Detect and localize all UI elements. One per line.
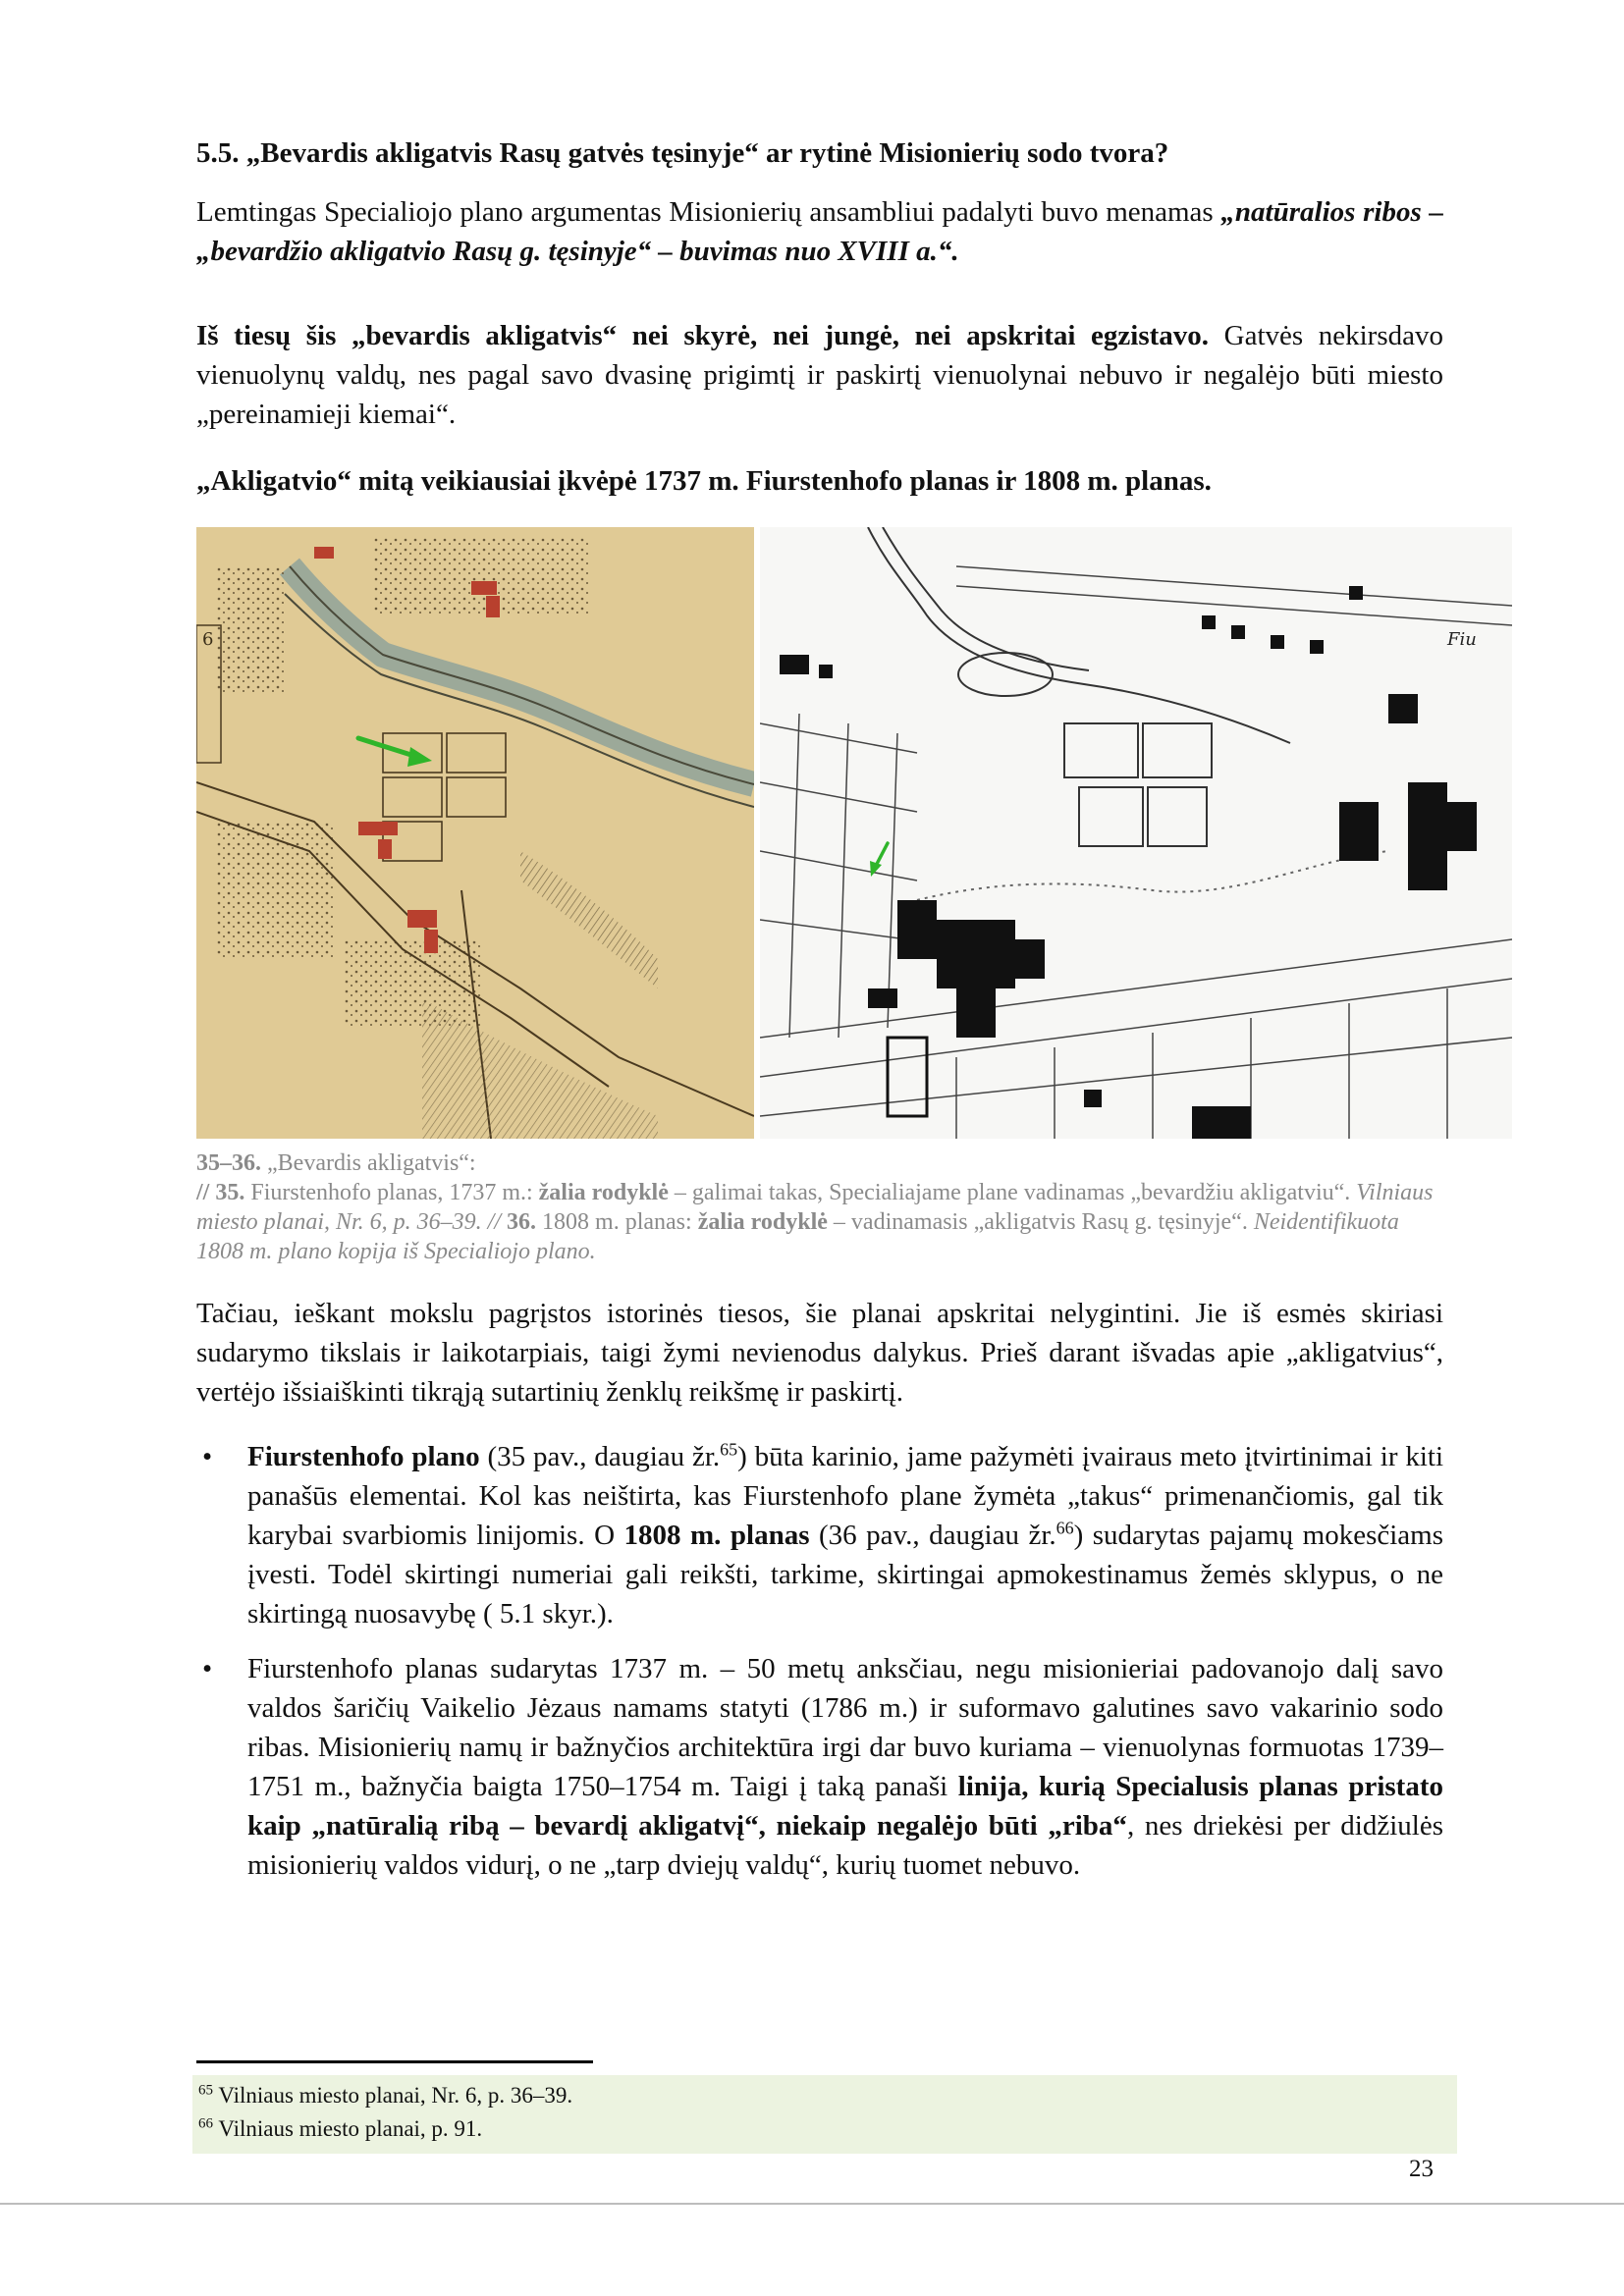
bullet-1-bold-1: Fiurstenhofo plano [247,1441,480,1472]
caption-36-text: 1808 m. planas: [536,1209,698,1235]
caption-figure-number: 35–36. [196,1150,261,1176]
caption-35-desc: – galimai takas, Specialiajame plane vadinamas „bevardžiu akligatviu“. [668,1180,1357,1205]
footnote-number: 66 [198,2115,213,2132]
paragraph-2-bold: Iš tiesų šis „bevardis akligatvis“ nei skyrė, nei jungė, nei apskritai egzistavo. [196,320,1210,351]
figure-caption [196,1148,1443,1266]
bullet-2-bold: linija, kurią Specialusis planas pristato kaip „natūralią ribą – bevardį akligatvį“, niekaip negalėjo būti „riba“ [247,1771,1443,1842]
caption-35-text: Fiurstenhofo planas, 1737 m.: [244,1180,539,1205]
caption-36-arrow: žalia rodyklė [697,1209,828,1235]
bullet-item-1 [196,1437,1443,1633]
footnote-66 [198,2112,1451,2146]
footnotes [192,2075,1457,2154]
footnote-number: 65 [198,2082,213,2099]
bullet-marker: • [202,1653,213,1684]
section-heading: 5.5. „Bevardis akligatvis Rasų gatvės tęsinyje“ ar rytinė Misionierių sodo tvora? [196,137,1169,169]
bullet-1-text-1: (35 pav., daugiau žr. [479,1441,721,1472]
caption-36-number: 36. [501,1209,537,1235]
bullet-1-bold-2: 1808 m. planas [623,1520,810,1551]
paragraph-2-text: Gatvės nekirsdavo vienuolynų valdų, nes pagal savo dvasinę prigimtį ir paskirtį vienuolynai nebuvo ir negalėjo būti miesto „pereinamieji kiemai“. [196,320,1443,430]
footnote-text: Vilniaus miesto planai, p. 91. [213,2116,483,2141]
bullet-2-text-2: , nes driekėsi per didžiulės misionierių valdos vidurį, o ne „tarp dviejų valdų“, kurių tuomet nebuvo. [247,1810,1443,1881]
fiurstenhof-plan-image [196,527,754,1139]
caption-36-source: Neidentifikuota 1808 m. plano kopija iš Specialiojo plano. [196,1209,1399,1264]
footnote-ref-66[interactable]: 66 [1056,1518,1074,1538]
bottom-divider [0,2203,1624,2205]
bullet-1-text-4: ) sudarytas pajamų mokesčiams įvesti. Todėl skirtingi numeriai gali reikšti, tarkime, skirtingai apmokestinamus žemės sklypus, o ne skirtingą nuosavybę ( 5.1 skyr.). [247,1520,1444,1629]
paragraph-1 [196,192,1443,271]
paragraph-1-text: Lemtingas Specialiojo plano argumentas Misionierių ansambliui padalyti buvo menamas [196,196,1221,228]
bullet-item-2 [196,1649,1443,1885]
footnote-separator [196,2060,593,2063]
paragraph-3-bold: „Akligatvio“ mitą veikiausiai įkvėpė 1737 m. Fiurstenhofo planas ir 1808 m. planas. [196,465,1212,497]
bullet-1-text-3: (36 pav., daugiau žr. [809,1520,1056,1551]
page-number: 23 [1409,2156,1434,2182]
caption-35-source: Vilniaus miesto planai, Nr. 6, p. 36–39. // [196,1180,1434,1235]
paragraph-1-emphasis: „natūralios ribos – „bevardžio akligatvio Rasų g. tęsinyje“ – buvimas nuo XVIII a.“. [196,196,1443,267]
bullet-list [196,1437,1443,1900]
left-map-number: 6 [202,629,214,650]
right-map-text: Fiu [1447,629,1477,650]
caption-35-number: // 35. [196,1180,245,1205]
bullet-1-text-2: ) būta karinio, jame pažymėti įvairaus meto įtvirtinimai ir kiti panašūs elementai. Kol kas neištirta, kas Fiurstenhofo plane žymėta „takus“ primenančiomis, gal tik karybai svarbiomis linijomis. O [247,1441,1444,1551]
footnote-65 [198,2079,1451,2112]
paragraph-4: Tačiau, ieškant mokslu pagrįstos istorinės tiesos, šie planai apskritai nelygintini. Jie iš esmės skiriasi sudarymo tikslais ir laikotarpiais, taigi žymi nevienodus dalykus. Prieš darant išvadas apie „akligatvius“, vertėjo išsiaiškinti tikrąją sutartinių ženklų reikšmę ir paskirtį. [196,1298,1443,1408]
bullet-2-text-1: Fiurstenhofo planas sudarytas 1737 m. – 50 metų anksčiau, negu misionieriai padovanojo dalį savo valdos šaričių Vaikelio Jėzaus namams statyti (1786 m.) ir suformavo galutines savo vakarinio sodo ribas. Misionierių namų ir bažnyčios architektūra irgi dar buvo kuriama – vienuolynas formuotas 1739–1751 m., bažnyčia baigta 1750–1754 m. Taigi į taką panaši [247,1653,1443,1802]
plan-1808-image [760,527,1512,1139]
footnote-text: Vilniaus miesto planai, Nr. 6, p. 36–39. [213,2083,573,2108]
footnote-ref-65[interactable]: 65 [720,1439,738,1460]
caption-title: „Bevardis akligatvis“: [261,1150,476,1176]
figure-maps [196,527,1512,1139]
caption-35-arrow: žalia rodyklė [538,1180,669,1205]
caption-36-desc: – vadinamasis „akligatvis Rasų g. tęsinyje“. [827,1209,1254,1235]
bullet-marker: • [202,1441,213,1472]
paragraph-2 [196,316,1443,434]
